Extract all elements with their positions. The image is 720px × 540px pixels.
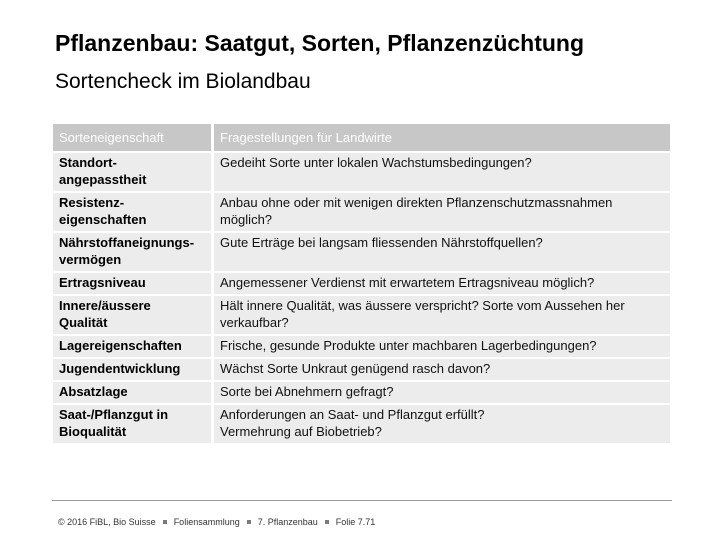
variety-check-table [53,122,670,445]
table-row [53,233,670,271]
farmer-question: Anbau ohne oder mit wenigen direkten Pflanzenschutzmassnahmen möglich? [211,193,670,231]
footer-divider [52,500,672,501]
variety-property: Saat-/Pflanzgut in Bioqualität [53,405,211,443]
table-header-row [53,124,670,151]
farmer-question: Frische, gesunde Produkte unter machbaren Lagerbedingungen? [211,336,670,357]
farmer-question: Gedeiht Sorte unter lokalen Wachstumsbedingungen? [211,153,670,191]
footer-slide-number: Folie 7.71 [335,517,376,527]
farmer-question: Anforderungen an Saat- und Pflanzgut erfüllt? Vermehrung auf Biobetrieb? [211,405,670,443]
footer-collection: Foliensammlung [173,517,240,527]
table-row [53,193,670,231]
farmer-question: Wächst Sorte Unkraut genügend rasch davon? [211,359,670,380]
variety-property: Lagereigenschaften [53,336,211,357]
table-row [53,273,670,294]
variety-property: Standort- angepasstheit [53,153,211,191]
farmer-question: Gute Erträge bei langsam fliessenden Nährstoffquellen? [211,233,670,271]
variety-property: Innere/äussere Qualität [53,296,211,334]
table-row [53,153,670,191]
footer-separator [325,520,329,524]
footer-separator [163,520,167,524]
table-row [53,359,670,380]
variety-property: Ertragsniveau [53,273,211,294]
footer-section: 7. Pflanzenbau [257,517,318,527]
footer-separator [247,520,251,524]
table-row [53,405,670,443]
farmer-question: Angemessener Verdienst mit erwartetem Ertragsniveau möglich? [211,273,670,294]
farmer-question: Sorte bei Abnehmern gefragt? [211,382,670,403]
variety-property: Resistenz- eigenschaften [53,193,211,231]
slide-title: Pflanzenbau: Saatgut, Sorten, Pflanzenzüchtung [55,30,585,56]
footer [58,517,375,527]
table-row [53,336,670,357]
slide-subtitle: Sortencheck im Biolandbau [55,70,311,93]
header-property: Sorteneigenschaft [53,124,211,151]
variety-property: Nährstoffaneignungs- vermögen [53,233,211,271]
table-row [53,296,670,334]
table-row [53,382,670,403]
variety-property: Absatzlage [53,382,211,403]
header-questions: Fragestellungen für Landwirte [211,124,670,151]
footer-copyright: © 2016 FiBL, Bio Suisse [58,517,156,527]
farmer-question: Hält innere Qualität, was äussere verspricht? Sorte vom Aussehen her verkaufbar? [211,296,670,334]
variety-property: Jugendentwicklung [53,359,211,380]
